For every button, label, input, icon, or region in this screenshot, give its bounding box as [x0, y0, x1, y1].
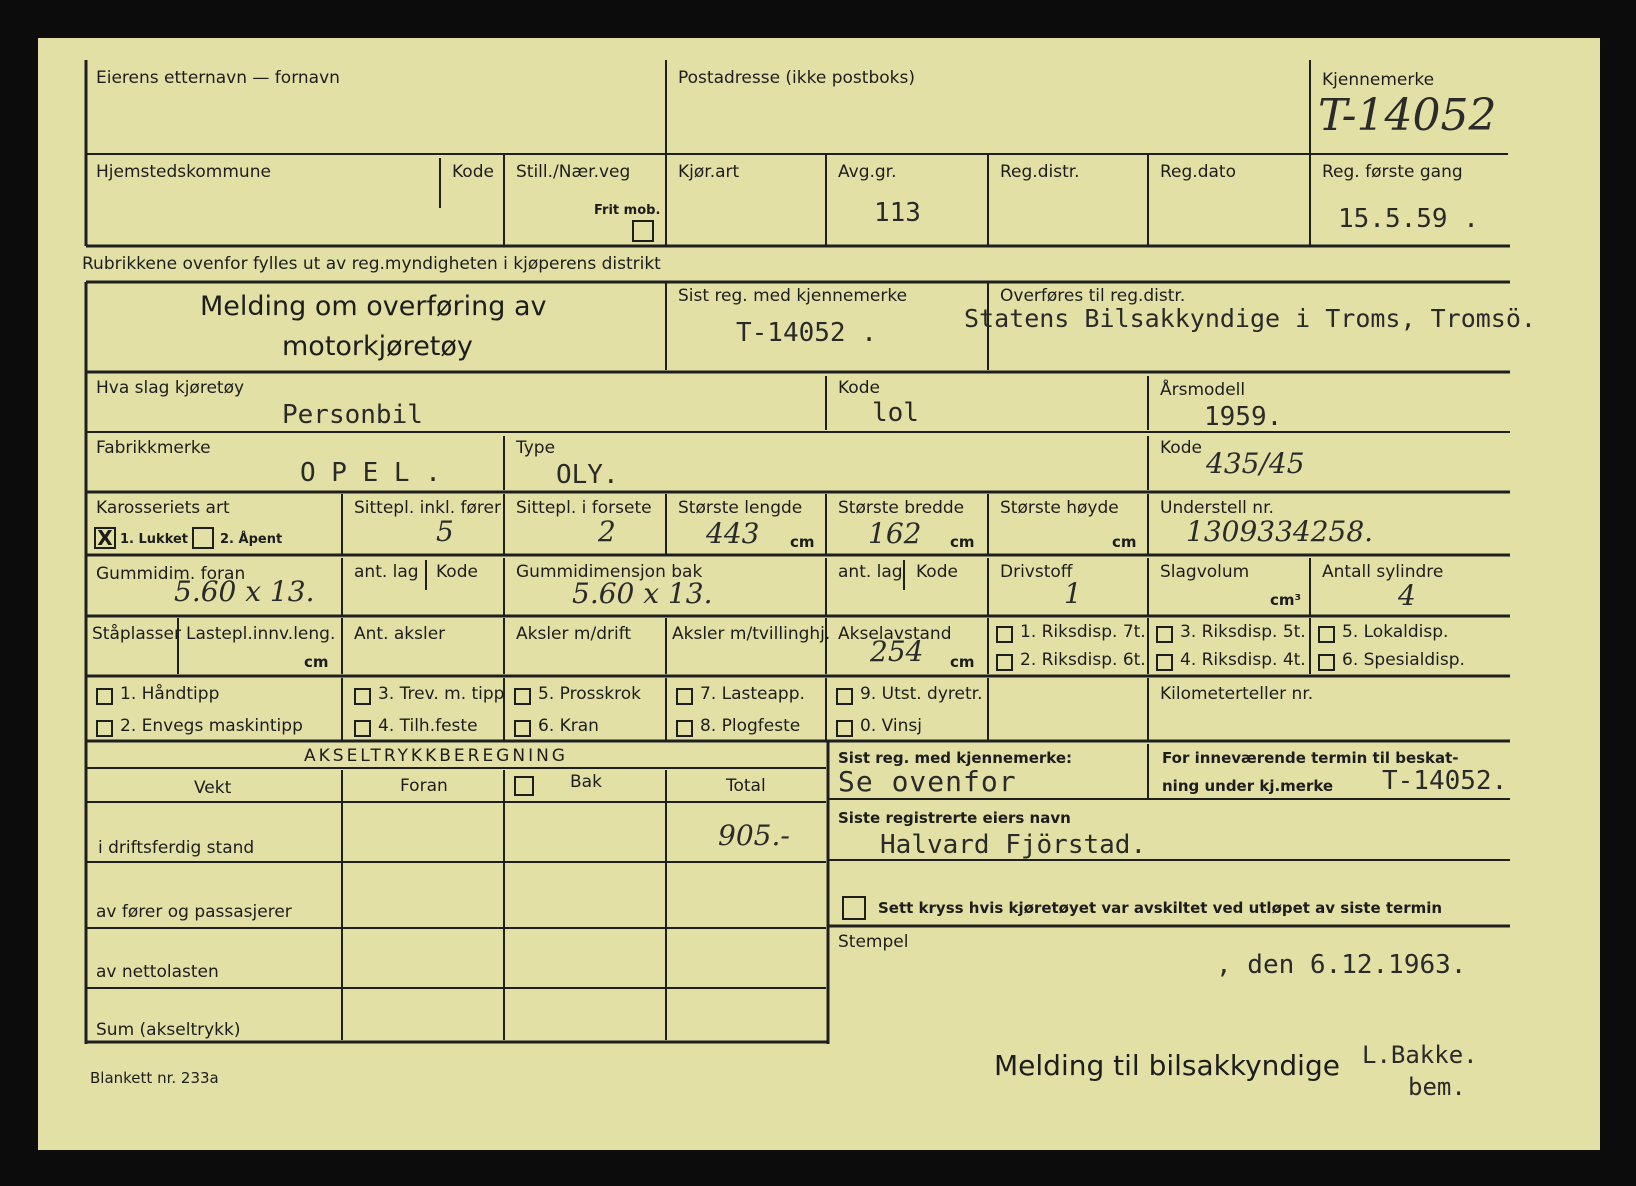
- pross-label: 5. Prosskrok: [538, 684, 642, 704]
- wheelbase-label: Akselavstand: [838, 624, 952, 644]
- riks7-label: 1. Riksdisp. 7t.: [1020, 622, 1146, 642]
- chassis-label: Understell nr.: [1160, 498, 1274, 518]
- last-owner-label: Siste registrerte eiers navn: [838, 809, 1071, 827]
- handtipp-label: 1. Håndtipp: [120, 684, 220, 704]
- seats-front-value: 2: [598, 515, 616, 548]
- riks5-checkbox[interactable]: [1156, 626, 1173, 643]
- first-reg-value: 15.5.59 .: [1338, 204, 1479, 234]
- registration-card: [38, 38, 1600, 1150]
- load-length-unit: cm: [304, 653, 329, 671]
- form-title-line1: Melding om overføring av: [200, 291, 547, 322]
- type-label: Type: [516, 438, 556, 458]
- wheelbase-unit: cm: [950, 653, 975, 671]
- closed-checkbox[interactable]: X: [94, 527, 116, 549]
- utst-label: 9. Utst. dyretr.: [860, 684, 983, 704]
- riks4-label: 4. Riksdisp. 4t.: [1180, 650, 1306, 670]
- length-unit: cm: [790, 533, 815, 551]
- running-total-value: 905.-: [718, 819, 790, 852]
- spesial-checkbox[interactable]: [1318, 654, 1335, 671]
- current-plate-value: T-14052.: [1382, 766, 1508, 796]
- riks7-checkbox[interactable]: [996, 626, 1013, 643]
- current-term-line1: For inneværende termin til beskat-: [1162, 749, 1459, 767]
- position-label: Still./Nær.veg: [516, 162, 631, 182]
- ant-lag-label-1: ant. lag: [354, 562, 419, 582]
- type-value: OLY.: [556, 460, 619, 490]
- code-label-3: Kode: [1160, 438, 1202, 458]
- total-header: Total: [726, 776, 766, 796]
- postal-address-label: Postadresse (ikke postboks): [678, 68, 915, 88]
- fuel-label: Drivstoff: [1000, 562, 1073, 582]
- open-label: 2. Åpent: [220, 532, 283, 547]
- ant-lag-label-2: ant. lag: [838, 562, 903, 582]
- lasteapp-checkbox[interactable]: [676, 688, 693, 705]
- displacement-unit: cm³: [1270, 591, 1302, 609]
- rear-checkbox[interactable]: [514, 776, 534, 796]
- weight-header: Vekt: [194, 778, 232, 798]
- riks5-label: 3. Riksdisp. 5t.: [1180, 622, 1306, 642]
- cylinders-label: Antall sylindre: [1322, 562, 1444, 582]
- seats-front-label: Sittepl. i forsete: [516, 498, 652, 518]
- trev-label: 3. Trev. m. tipp: [378, 684, 505, 704]
- frit-mob-label: Frit mob.: [594, 203, 661, 218]
- code-value-2: lol: [872, 398, 919, 428]
- vehicle-kind-value: Personbil: [282, 400, 423, 430]
- reg-district-label: Reg.distr.: [1000, 162, 1080, 182]
- net-load-row-label: av nettolasten: [96, 962, 219, 982]
- last-owner-value: Halvard Fjörstad.: [880, 830, 1147, 860]
- max-height-label: Største høyde: [1000, 498, 1119, 518]
- transfer-to-value: Statens Bilsakkyndige i Troms, Tromsö.: [964, 304, 1536, 333]
- height-unit: cm: [1112, 533, 1137, 551]
- load-length-label: Lastepl.innv.leng.: [186, 624, 336, 644]
- date-value: , den 6.12.1963.: [1216, 950, 1467, 980]
- cylinders-value: 4: [1398, 579, 1416, 612]
- standing-label: Ståplasser: [92, 624, 181, 644]
- axles-label: Ant. aksler: [354, 624, 446, 644]
- trev-checkbox[interactable]: [354, 688, 371, 705]
- width-unit: cm: [950, 533, 975, 551]
- front-header: Foran: [400, 776, 448, 796]
- plate-label: Kjennemerke: [1322, 70, 1435, 90]
- make-value: O P E L .: [300, 458, 441, 488]
- plog-checkbox[interactable]: [676, 720, 693, 737]
- seats-incl-label: Sittepl. inkl. fører: [354, 498, 501, 518]
- stamp-label: Stempel: [838, 932, 909, 952]
- kran-checkbox[interactable]: [514, 720, 531, 737]
- max-width-label: Største bredde: [838, 498, 965, 518]
- deregistered-label: Sett kryss hvis kjøretøyet var avskiltet ved utløpet av siste termin: [878, 899, 1443, 917]
- owner-name-label: Eierens etternavn — fornavn: [96, 68, 340, 88]
- envegs-checkbox[interactable]: [96, 720, 113, 737]
- last-plate2-label: Sist reg. med kjennemerke:: [838, 749, 1073, 767]
- current-term-line2: ning under kj.merke: [1162, 777, 1334, 795]
- signature-title: bem.: [1408, 1073, 1466, 1101]
- vehicle-kind-label: Hva slag kjøretøy: [96, 378, 245, 398]
- form-title-line2: motorkjøretøy: [282, 331, 473, 362]
- vinsj-checkbox[interactable]: [836, 720, 853, 737]
- axle-calc-heading: AKSELTRYKKBEREGNING: [304, 746, 568, 766]
- driven-axles-label: Aksler m/drift: [516, 624, 632, 644]
- tyre-front-label: Gummidim. foran: [96, 564, 246, 584]
- make-label: Fabrikkmerke: [96, 438, 211, 458]
- handtipp-checkbox[interactable]: [96, 688, 113, 705]
- model-year-label: Årsmodell: [1160, 380, 1246, 400]
- open-checkbox[interactable]: [192, 527, 214, 549]
- displacement-label: Slagvolum: [1160, 562, 1250, 582]
- twin-axles-label: Aksler m/tvillinghj.: [672, 624, 831, 644]
- max-length-label: Største lengde: [678, 498, 803, 518]
- footer-title: Melding til bilsakkyndige: [994, 1049, 1340, 1082]
- plate-handwritten: T-14052: [1318, 90, 1497, 141]
- blankett-number: Blankett nr. 233a: [90, 1069, 219, 1087]
- riks6-checkbox[interactable]: [996, 654, 1013, 671]
- deregistered-checkbox[interactable]: [842, 896, 866, 920]
- envegs-label: 2. Envegs maskintipp: [120, 716, 303, 736]
- transfer-to-label: Overføres til reg.distr.: [1000, 286, 1186, 306]
- lokal-checkbox[interactable]: [1318, 626, 1335, 643]
- sum-row-label: Sum (akseltrykk): [96, 1020, 241, 1040]
- chassis-value: 1309334258.: [1186, 515, 1374, 548]
- wheelbase-value: 254: [870, 635, 924, 668]
- last-plate2-value: Se ovenfor: [838, 765, 1017, 798]
- max-width-value: 162: [868, 517, 922, 550]
- seats-incl-value: 5: [436, 515, 454, 548]
- first-reg-label: Reg. første gang: [1322, 162, 1463, 182]
- model-year-value: 1959.: [1204, 402, 1283, 432]
- utst-checkbox[interactable]: [836, 688, 853, 705]
- driving-type-label: Kjør.art: [678, 162, 740, 182]
- running-row-label: i driftsferdig stand: [98, 838, 255, 858]
- tilh-checkbox[interactable]: [354, 720, 371, 737]
- fee-group-value: 113: [874, 198, 921, 228]
- district-note: Rubrikkene ovenfor fylles ut av reg.myndigheten i kjøperens distrikt: [82, 254, 661, 274]
- spesial-label: 6. Spesialdisp.: [1342, 650, 1465, 670]
- tyre-front-value: 5.60 x 13.: [174, 575, 315, 608]
- riks6-label: 2. Riksdisp. 6t.: [1020, 650, 1146, 670]
- reg-date-label: Reg.dato: [1160, 162, 1236, 182]
- signature-name: L.Bakke.: [1362, 1041, 1478, 1069]
- last-plate-label: Sist reg. med kjennemerke: [678, 286, 908, 306]
- kran-label: 6. Kran: [538, 716, 599, 736]
- tyre-rear-label: Gummidimensjon bak: [516, 562, 703, 582]
- code-value-3: 435/45: [1206, 447, 1305, 480]
- tilh-label: 4. Tilh.feste: [378, 716, 478, 736]
- body-label: Karosseriets art: [96, 498, 230, 518]
- lasteapp-label: 7. Lasteapp.: [700, 684, 805, 704]
- kode-label-a: Kode: [436, 562, 478, 582]
- kode-label-b: Kode: [916, 562, 958, 582]
- closed-label: 1. Lukket: [120, 532, 189, 547]
- lokal-label: 5. Lokaldisp.: [1342, 622, 1449, 642]
- max-length-value: 443: [706, 517, 760, 550]
- odometer-label: Kilometerteller nr.: [1160, 684, 1314, 704]
- last-plate-value: T-14052 .: [736, 318, 877, 348]
- fee-group-label: Avg.gr.: [838, 162, 897, 182]
- frit-mob-checkbox[interactable]: [632, 220, 654, 242]
- driver-pass-row-label: av fører og passasjerer: [96, 902, 292, 922]
- code-label-1: Kode: [452, 162, 494, 182]
- home-municipality-label: Hjemstedskommune: [96, 162, 271, 182]
- code-label-2: Kode: [838, 378, 880, 398]
- pross-checkbox[interactable]: [514, 688, 531, 705]
- plog-label: 8. Plogfeste: [700, 716, 801, 736]
- vinsj-label: 0. Vinsj: [860, 716, 922, 736]
- rear-header: Bak: [570, 772, 602, 792]
- riks4-checkbox[interactable]: [1156, 654, 1173, 671]
- fuel-value: 1: [1064, 577, 1082, 610]
- tyre-rear-value: 5.60 x 13.: [572, 577, 713, 610]
